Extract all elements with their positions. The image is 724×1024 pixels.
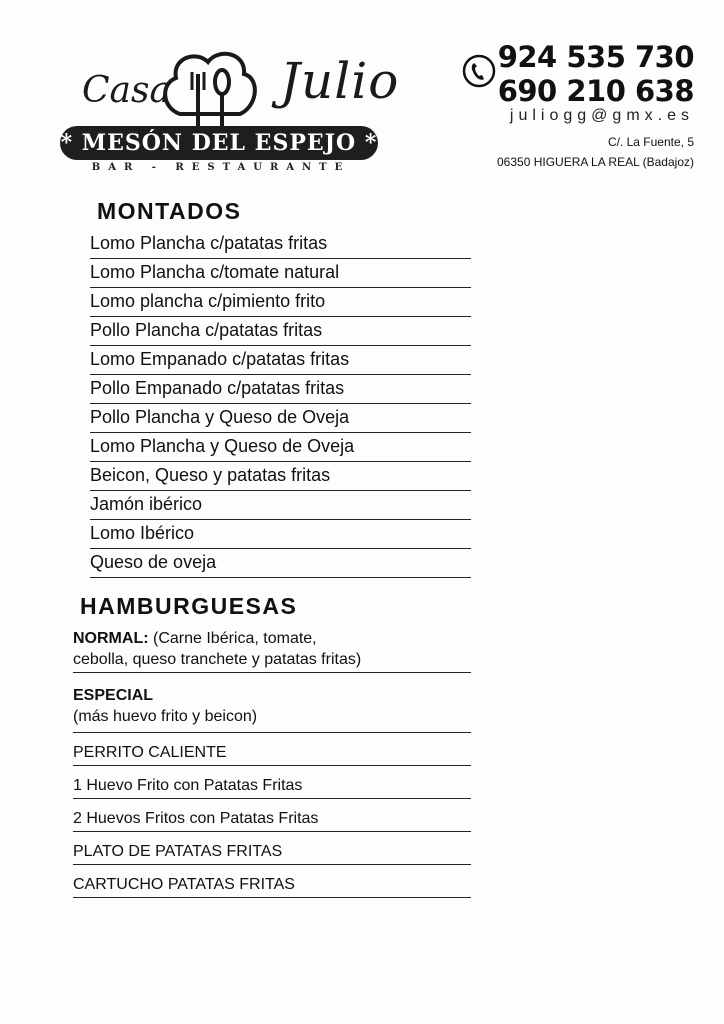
list-item: Beicon, Queso y patatas fritas [90,462,471,491]
hamburguesas-list [73,628,471,898]
hamburguesa-especial [73,685,471,733]
especial-desc: (más huevo frito y beicon) [73,708,258,725]
list-item: Lomo Plancha y Queso de Oveja [90,433,471,462]
phone-number-1[interactable]: 924 535 730 [497,40,694,74]
normal-desc-line2: cebolla, queso tranchete y patatas fritas) [73,651,362,668]
list-item: Pollo Plancha c/patatas fritas [90,317,471,346]
phone-icon [462,54,496,88]
phone-number-2[interactable]: 690 210 638 [497,74,694,108]
address-street: C/. La Fuente, 5 [607,135,694,149]
list-item: Lomo Plancha c/patatas fritas [90,230,471,259]
chef-hat-icon [158,44,262,134]
list-item: PERRITO CALIENTE [73,733,471,766]
restaurant-logo [58,38,398,178]
list-item: 2 Huevos Fritos con Patatas Fritas [73,799,471,832]
email-address[interactable]: juliogg@gmx.es [509,107,694,124]
normal-label: NORMAL: [73,630,149,647]
montados-heading: MONTADOS [97,198,242,224]
montados-list [90,230,471,578]
logo-meson-banner: * MESÓN DEL ESPEJO * [60,126,378,160]
list-item: Pollo Plancha y Queso de Oveja [90,404,471,433]
list-item: Lomo Ibérico [90,520,471,549]
hamburguesa-normal [73,628,471,673]
list-item: Lomo plancha c/pimiento frito [90,288,471,317]
hamburguesas-heading: HAMBURGUESAS [80,593,298,619]
list-item: Queso de oveja [90,549,471,578]
phone-numbers [498,40,694,108]
list-item: Jamón ibérico [90,491,471,520]
address-city: 06350 HIGUERA LA REAL (Badajoz) [497,155,694,169]
logo-julio-text: Julio [280,52,400,110]
list-item: Pollo Empanado c/patatas fritas [90,375,471,404]
list-item: Lomo Empanado c/patatas fritas [90,346,471,375]
list-item: CARTUCHO PATATAS FRITAS [73,865,471,898]
list-item: Lomo Plancha c/tomate natural [90,259,471,288]
logo-casa-text: Casa [82,70,171,111]
especial-label: ESPECIAL [73,687,154,704]
list-item: PLATO DE PATATAS FRITAS [73,832,471,865]
list-item: 1 Huevo Frito con Patatas Fritas [73,766,471,799]
normal-desc-line1: (Carne Ibérica, tomate, [153,630,317,647]
logo-subtitle: BAR - RESTAURANTE [91,162,351,173]
